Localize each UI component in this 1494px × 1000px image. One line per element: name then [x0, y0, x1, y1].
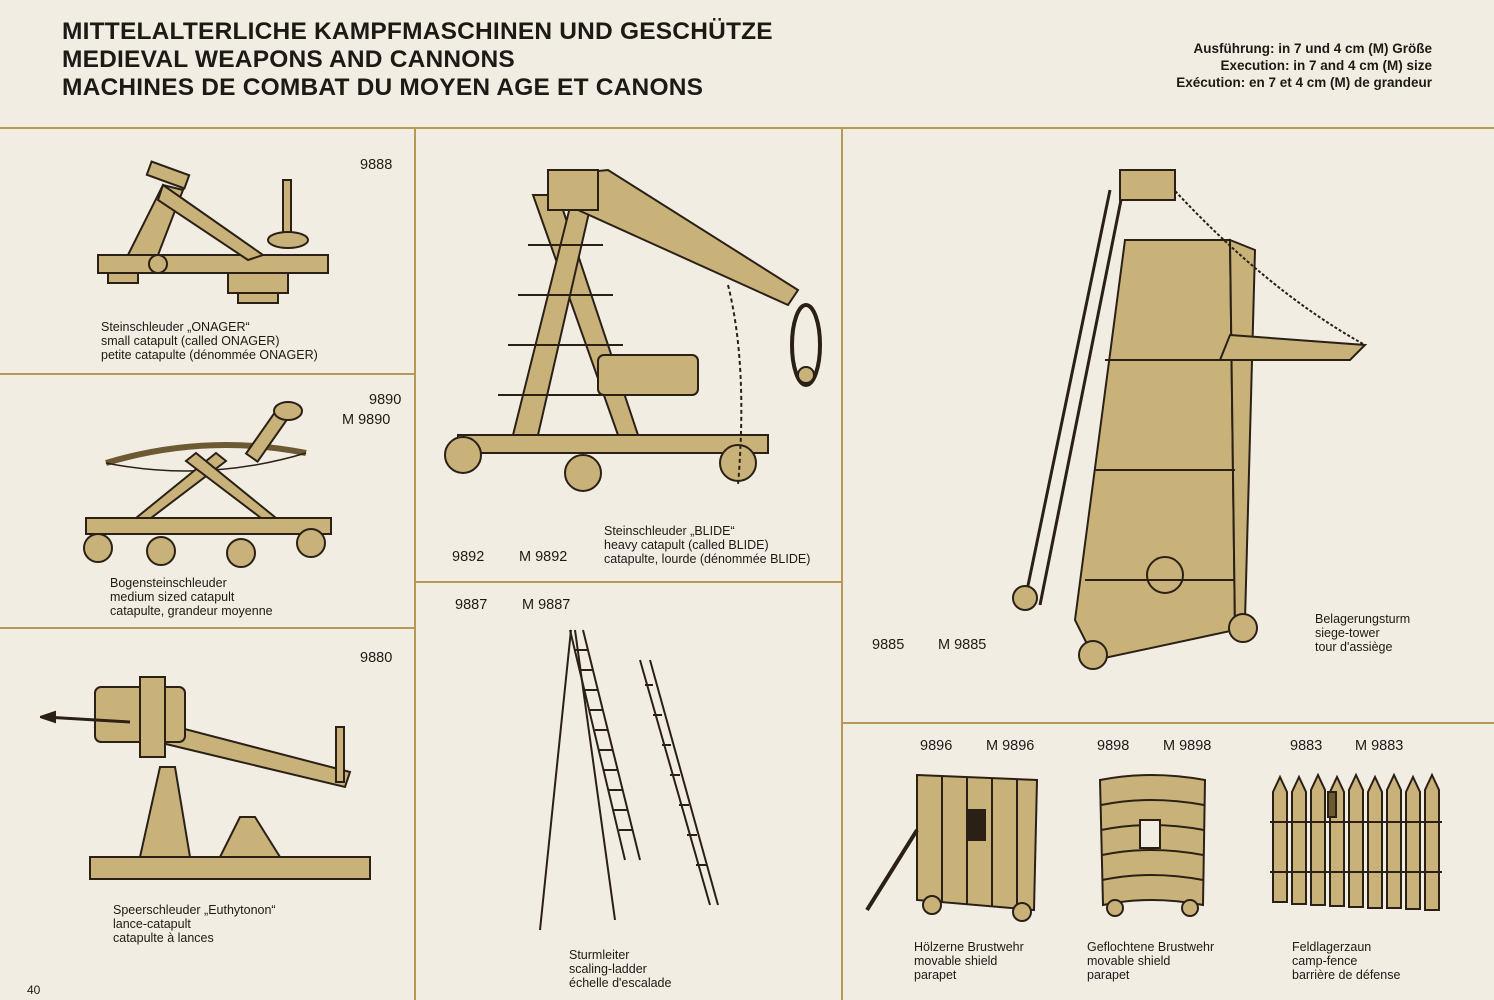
siege-tower-en: siege-tower [1315, 626, 1380, 640]
item-number-m9887: M 9887 [522, 597, 571, 613]
title-german: MITTELALTERLICHE KAMPFMASCHINEN UND GESCHÜTZE [62, 18, 773, 45]
trebuchet-fr: catapulte, lourde (dénommée BLIDE) [604, 552, 811, 566]
rule-col2 [841, 127, 843, 1000]
onager-de: Steinschleuder „ONAGER“ [101, 320, 250, 334]
lance-catapult-caption [113, 903, 276, 945]
onager-caption [101, 320, 318, 362]
execution-french: Exécution: en 7 et 4 cm (M) de grandeur [1176, 75, 1432, 90]
rule-col1 [414, 127, 416, 1000]
item-number-9885: 9885 [872, 637, 905, 653]
lance-catapult-en: lance-catapult [113, 917, 191, 931]
camp-fence-illustration [1268, 772, 1448, 922]
execution-english: Execution: in 7 and 4 cm (M) size [1220, 58, 1432, 73]
onager-fr: petite catapulte (dénommée ONAGER) [101, 348, 318, 362]
scaling-ladder-fr: échelle d'escalade [569, 976, 672, 990]
item-number-9888: 9888 [360, 157, 393, 173]
scaling-ladder-illustration [535, 625, 720, 940]
camp-fence-fr: barrière de défense [1292, 968, 1401, 982]
bow-catapult-fr: catapulte, grandeur moyenne [110, 604, 273, 618]
trebuchet-en: heavy catapult (called BLIDE) [604, 538, 769, 552]
item-number-9883: 9883 [1290, 738, 1323, 754]
camp-fence-caption [1292, 940, 1400, 982]
rule-left-1 [0, 373, 414, 375]
item-number-m9896: M 9896 [986, 738, 1035, 754]
wooden-shield-caption [914, 940, 1024, 982]
lance-catapult-fr: catapulte à lances [113, 931, 214, 945]
scaling-ladder-de: Sturmleiter [569, 948, 630, 962]
onager-illustration [88, 160, 338, 315]
rule-top [0, 127, 1494, 129]
wooden-shield-en: movable shield [914, 954, 998, 968]
rule-mid [414, 581, 841, 583]
item-number-m9890: M 9890 [342, 412, 391, 428]
onager-en: small catapult (called ONAGER) [101, 334, 280, 348]
item-number-9896: 9896 [920, 738, 953, 754]
bow-catapult-caption [110, 576, 273, 618]
bow-catapult-illustration [76, 393, 338, 575]
item-number-9880: 9880 [360, 650, 393, 666]
scaling-ladder-caption [569, 948, 671, 990]
item-number-m9883: M 9883 [1355, 738, 1404, 754]
title-english: MEDIEVAL WEAPONS AND CANNONS [62, 46, 515, 73]
woven-shield-illustration [1095, 770, 1210, 920]
woven-shield-en: movable shield [1087, 954, 1171, 968]
scaling-ladder-en: scaling-ladder [569, 962, 647, 976]
item-number-9887: 9887 [455, 597, 488, 613]
execution-info [1176, 40, 1432, 91]
lance-catapult-illustration [40, 667, 375, 892]
woven-shield-caption [1087, 940, 1214, 982]
rule-left-2 [0, 627, 414, 629]
page-title [62, 18, 773, 102]
woven-shield-de: Geflochtene Brustwehr [1087, 940, 1215, 954]
bow-catapult-de: Bogensteinschleuder [110, 576, 227, 590]
siege-tower-fr: tour d'assiège [1315, 640, 1393, 654]
siege-tower-caption [1315, 612, 1410, 654]
item-number-m9885: M 9885 [938, 637, 987, 653]
lance-catapult-de: Speerschleuder „Euthytonon“ [113, 903, 276, 917]
camp-fence-de: Feldlagerzaun [1292, 940, 1372, 954]
rule-right [841, 722, 1494, 724]
wooden-shield-de: Hölzerne Brustwehr [914, 940, 1024, 954]
item-number-9898: 9898 [1097, 738, 1130, 754]
trebuchet-de: Steinschleuder „BLIDE“ [604, 524, 735, 538]
wooden-shield-fr: parapet [914, 968, 957, 982]
title-french: MACHINES DE COMBAT DU MOYEN AGE ET CANONS [62, 74, 704, 101]
item-number-9890: 9890 [369, 392, 402, 408]
trebuchet-caption [604, 524, 810, 566]
woven-shield-fr: parapet [1087, 968, 1130, 982]
bow-catapult-en: medium sized catapult [110, 590, 235, 604]
siege-tower-illustration [1005, 160, 1375, 670]
item-number-9892: 9892 [452, 549, 485, 565]
trebuchet-illustration [438, 165, 833, 510]
item-number-m9898: M 9898 [1163, 738, 1212, 754]
item-number-m9892: M 9892 [519, 549, 568, 565]
page-number: 40 [27, 983, 41, 997]
camp-fence-en: camp-fence [1292, 954, 1358, 968]
wooden-shield-illustration [862, 770, 1047, 925]
siege-tower-de: Belagerungsturm [1315, 612, 1411, 626]
execution-german: Ausführung: in 7 und 4 cm (M) Größe [1193, 41, 1432, 56]
